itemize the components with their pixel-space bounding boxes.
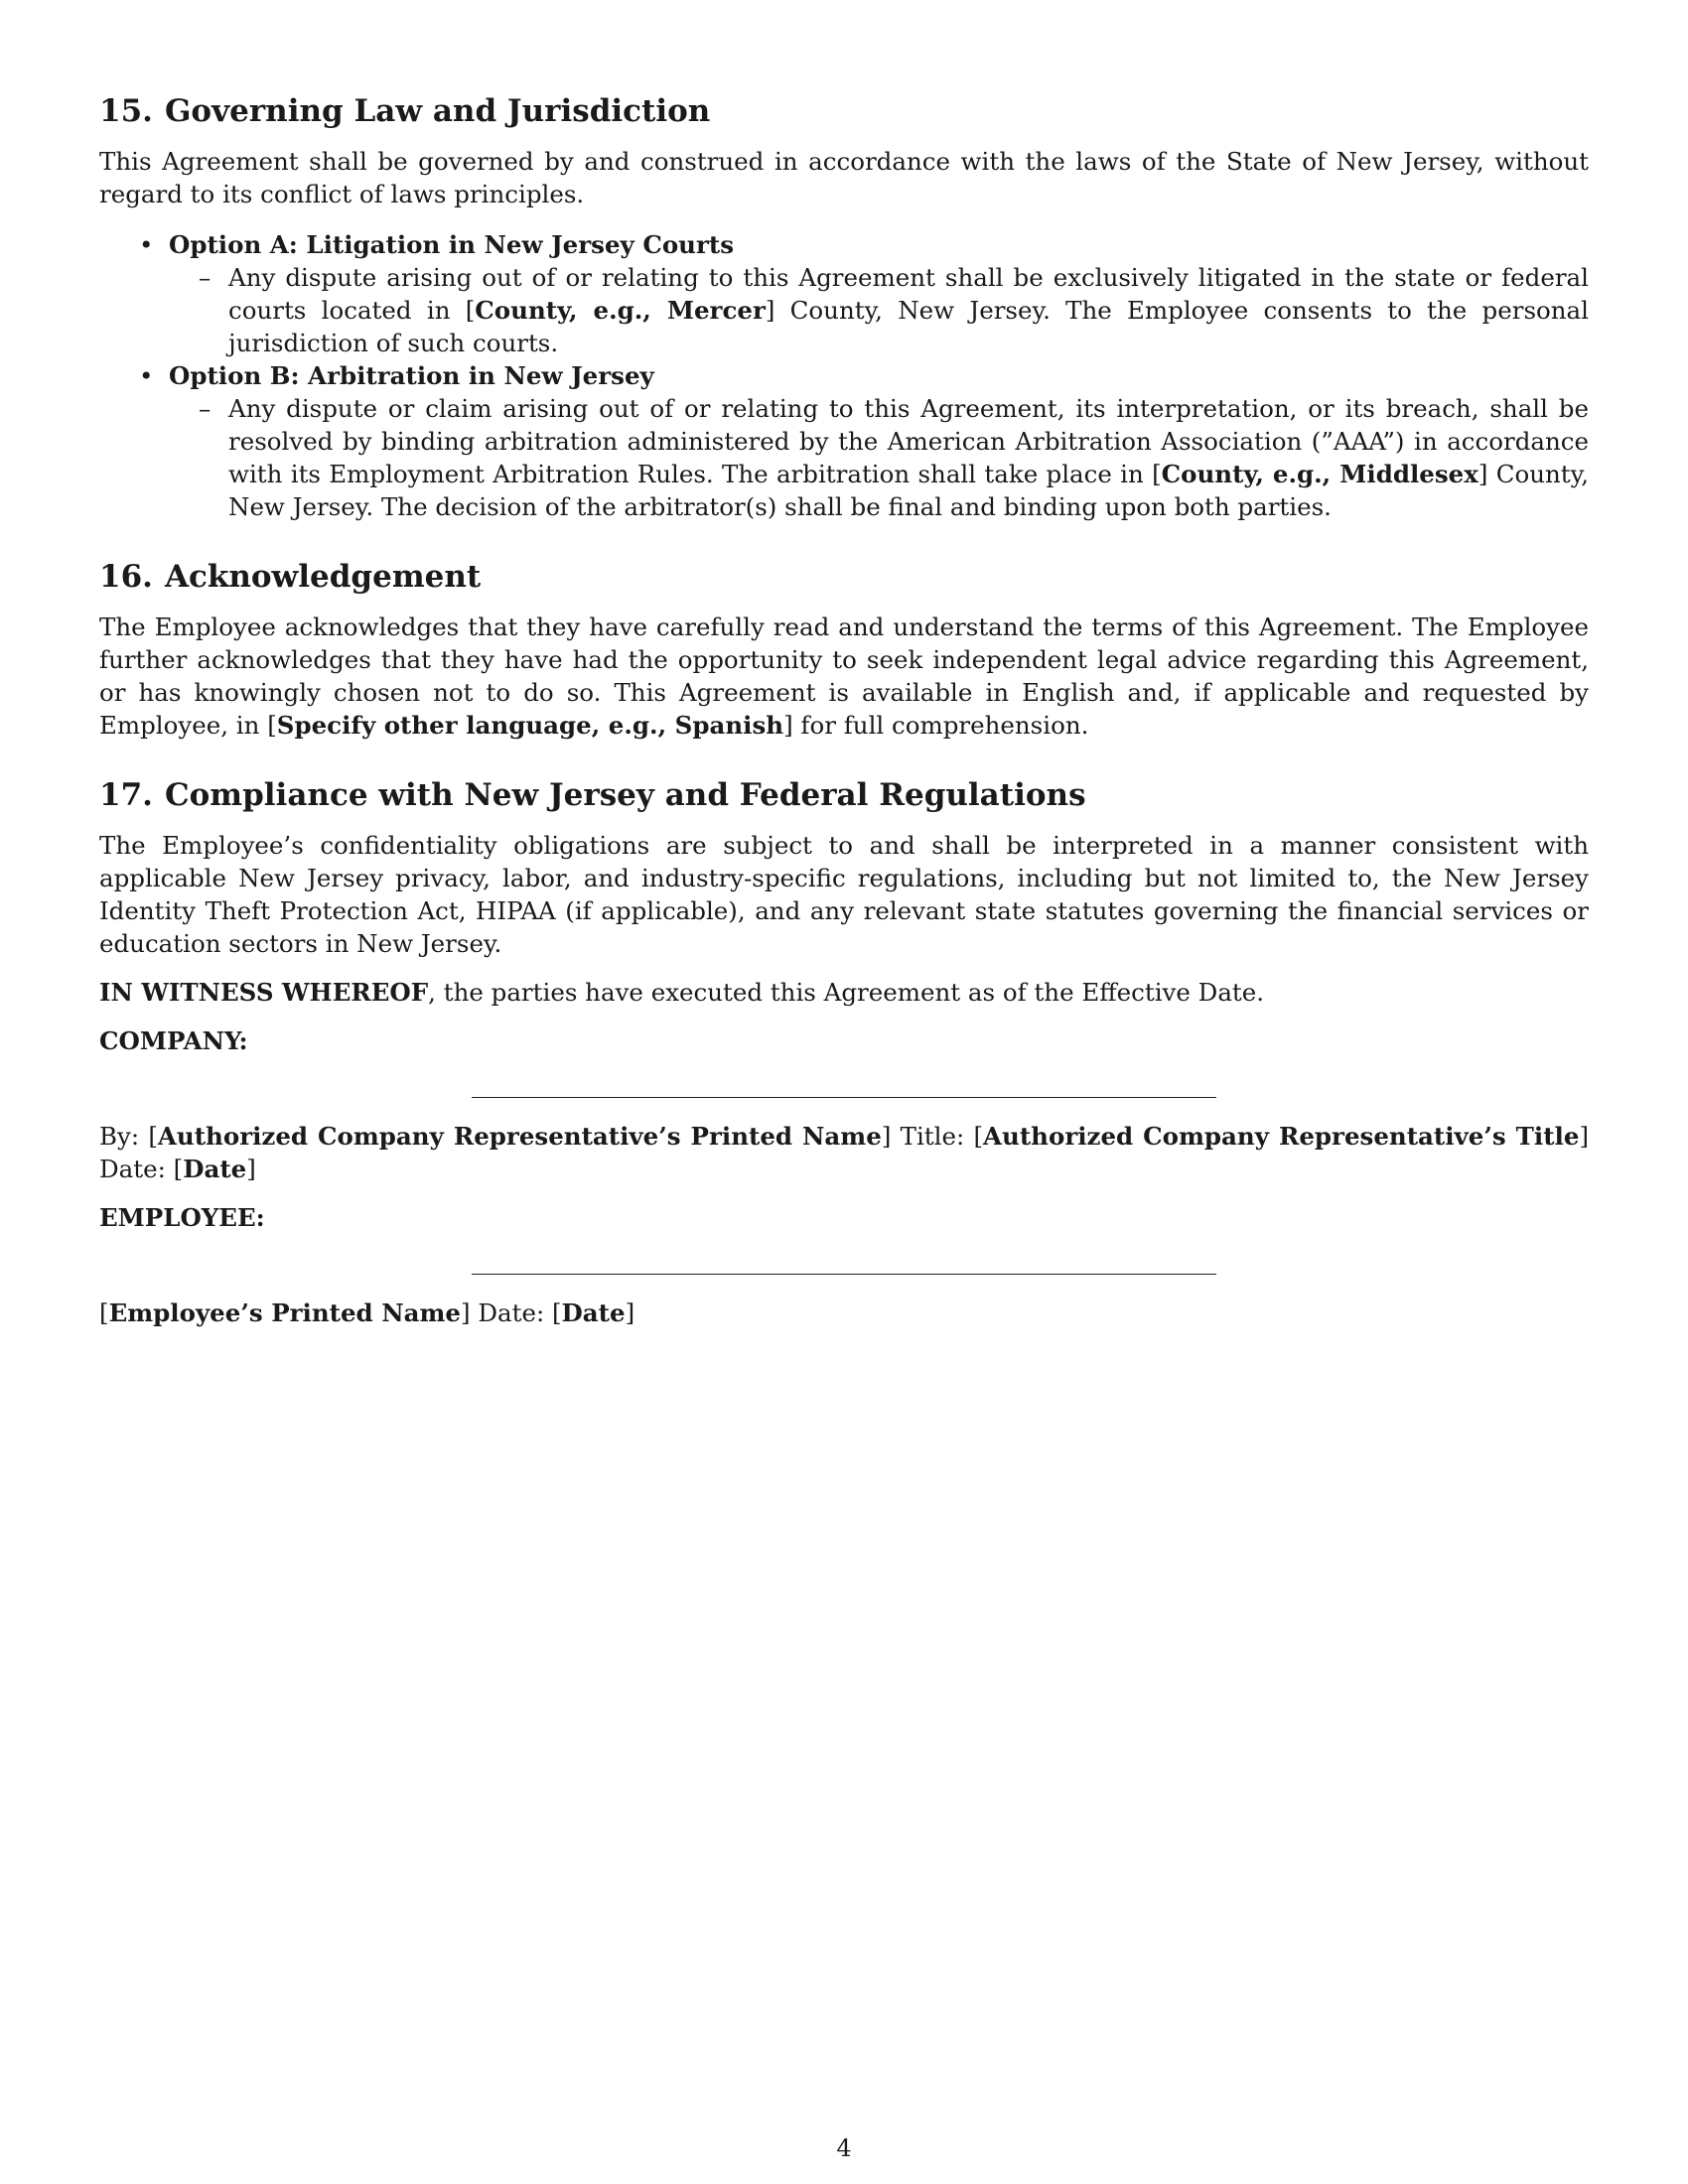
dash-icon: – bbox=[199, 394, 211, 423]
company-signature-line[interactable] bbox=[472, 1097, 1216, 1098]
company-label: COMPANY: bbox=[99, 1026, 248, 1055]
jurisdiction-options bbox=[99, 228, 1589, 523]
option-b bbox=[139, 359, 1589, 523]
company-signature-details: By: [Authorized Company Representative’s Printed Name] Title: [Authorized Company Representative’s Title] Date: [Date] bbox=[99, 1122, 1589, 1183]
employee-signature-line[interactable] bbox=[472, 1274, 1216, 1275]
section-17-heading: 17. Compliance with New Jersey and Federal Regulations bbox=[99, 777, 1086, 813]
section-16-body: The Employee acknowledges that they have carefully read and understand the terms of this Agreement. The Employee further acknowledges that they have had the opportunity to seek independent legal advice regarding this Agreement, or has knowingly chosen not to do so. This Agreement is available in English and, if applicable and requested by Employee, in [Specify other language, e.g., Spanish] for full comprehension. bbox=[99, 613, 1589, 740]
employee-signature-details: [Employee’s Printed Name] Date: [Date] bbox=[99, 1298, 635, 1327]
employee-label: EMPLOYEE: bbox=[99, 1203, 265, 1232]
option-a-text: – Any dispute arising out of or relating to this Agreement shall be exclusively litigated in the state or federal courts located in [County, e.g., Mercer] County, New Jersey. The Employee consents to the personal jurisdiction of such courts. bbox=[199, 263, 1589, 357]
witness-statement: IN WITNESS WHEREOF, the parties have executed this Agreement as of the Effective Date. bbox=[99, 978, 1265, 1007]
section-17-body: The Employee’s confidentiality obligations are subject to and shall be interpreted in a manner consistent with applicable New Jersey privacy, labor, and industry-specific regulations, including but not limited to, the New Jersey Identity Theft Protection Act, HIPAA (if applicable), and any relevant state statutes governing the financial services or education sectors in New Jersey. bbox=[99, 831, 1589, 958]
section-16-heading: 16. Acknowledgement bbox=[99, 559, 482, 595]
section-15-intro: This Agreement shall be governed by and construed in accordance with the laws of the State of New Jersey, without regard to its conflict of laws principles. bbox=[99, 147, 1589, 208]
option-b-title: Option B: Arbitration in New Jersey bbox=[169, 361, 654, 390]
option-b-text: – Any dispute or claim arising out of or relating to this Agreement, its interpretation, or its breach, shall be resolved by binding arbitration administered by the American Arbitration Association (”AAA”) in accordance with its Employment Arbitration Rules. The arbitration shall take place in [County, e.g., Middlesex] County, New Jersey. The decision of the arbitrator(s) shall be final and binding upon both parties. bbox=[199, 394, 1589, 521]
section-15-heading: 15. Governing Law and Jurisdiction bbox=[99, 93, 711, 129]
section-15 bbox=[99, 91, 1589, 523]
section-16 bbox=[99, 557, 1589, 742]
bullet-icon: • bbox=[139, 230, 154, 259]
section-17 bbox=[99, 775, 1589, 1329]
dash-icon: – bbox=[199, 263, 211, 292]
bullet-icon: • bbox=[139, 361, 154, 390]
option-a bbox=[139, 228, 1589, 359]
option-a-title: Option A: Litigation in New Jersey Courts bbox=[169, 230, 734, 259]
page-number: 4 bbox=[836, 2134, 852, 2162]
